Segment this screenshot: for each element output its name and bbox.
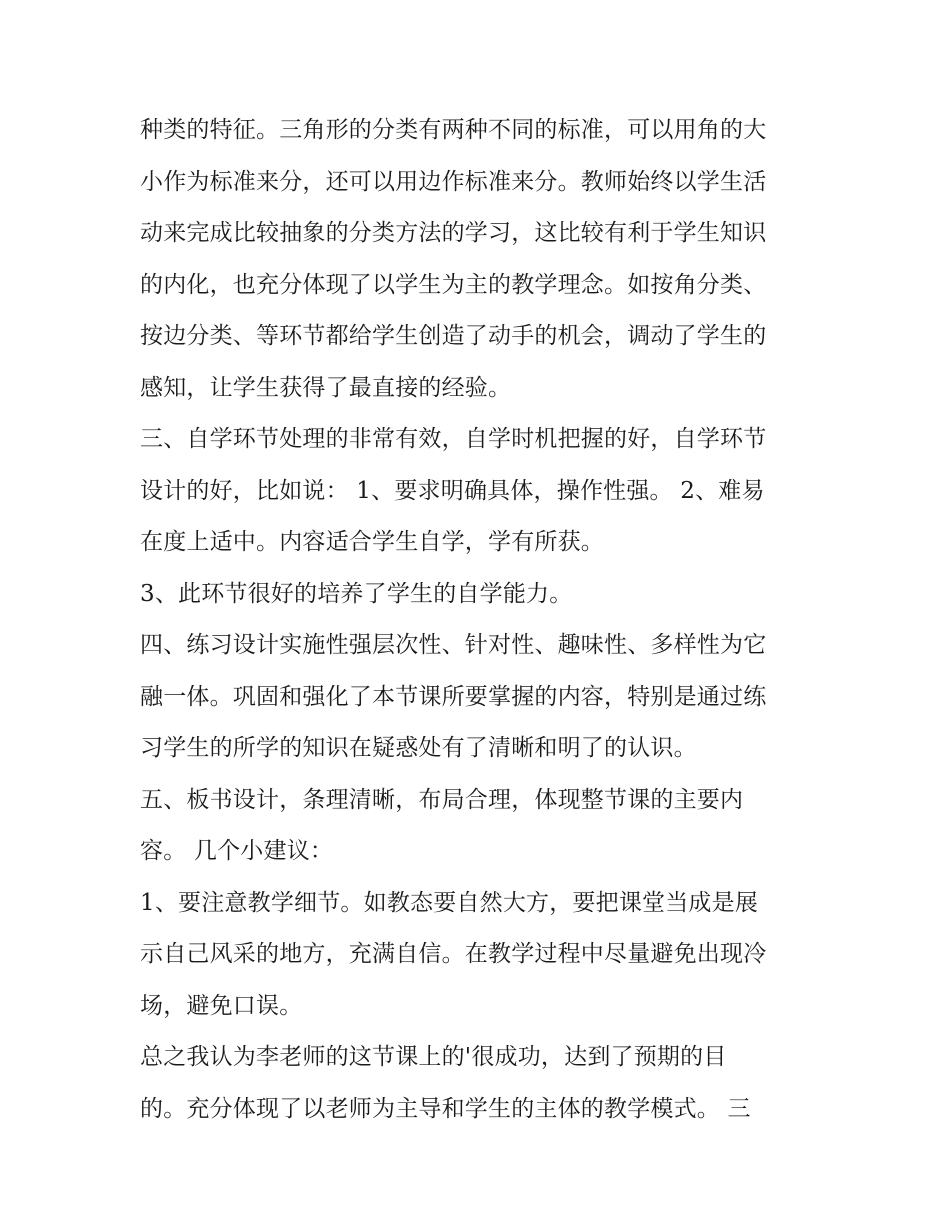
text-line: 总之我认为李老师的这节课上的'很成功，达到了预期的目 [140,1044,727,1070]
text-line: 三、自学环节处理的非常有效，自学时机把握的好，自学环节 [140,426,767,452]
text-line: 示自己风采的地方，充满自信。在教学过程中尽量避免出现冷 [140,941,767,967]
text-line: 小作为标准来分，还可以用边作标准来分。教师始终以学生活 [140,168,767,195]
text-line: 四、练习设计实施性强层次性、针对性、趣味性、多样性为它 [140,632,767,658]
text-line: 按边分类、等环节都给学生创造了动手的机会，调动了学生的 [140,323,767,349]
text-line: 习学生的所学的知识在疑惑处有了清晰和明了的认识。 [140,735,697,761]
text-line: 在度上适中。内容适合学生自学，学有所获。 [140,529,604,555]
document-body [140,105,820,1135]
text-line: 感知，让学生获得了最直接的经验。 [140,374,512,401]
text-line: 容。 几个小建议： [140,838,334,864]
text-line: 五、板书设计，条理清晰，布局合理，体现整节课的主要内 [140,786,744,813]
text-line: 1、要注意教学细节。如教态要自然大方，要把课堂当成是展 [140,889,759,916]
text-line: 3、此环节很好的培养了学生的自学能力。 [140,580,573,607]
text-line: 的内化，也充分体现了以学生为主的教学理念。如按角分类、 [140,271,767,298]
text-line: 设计的好，比如说： 1、要求明确具体，操作性强。 2、难易 [140,477,765,504]
text-line: 融一体。巩固和强化了本节课所要掌握的内容，特别是通过练 [140,683,767,710]
text-line: 的。充分体现了以老师为主导和学生的主体的教学模式。 三 [140,1095,751,1122]
text-line: 种类的特征。三角形的分类有两种不同的标准，可以用角的大 [140,117,767,143]
text-line: 动来完成比较抽象的分类方法的学习，这比较有利于学生知识 [140,220,767,246]
text-line: 场，避免口误。 [140,992,303,1019]
